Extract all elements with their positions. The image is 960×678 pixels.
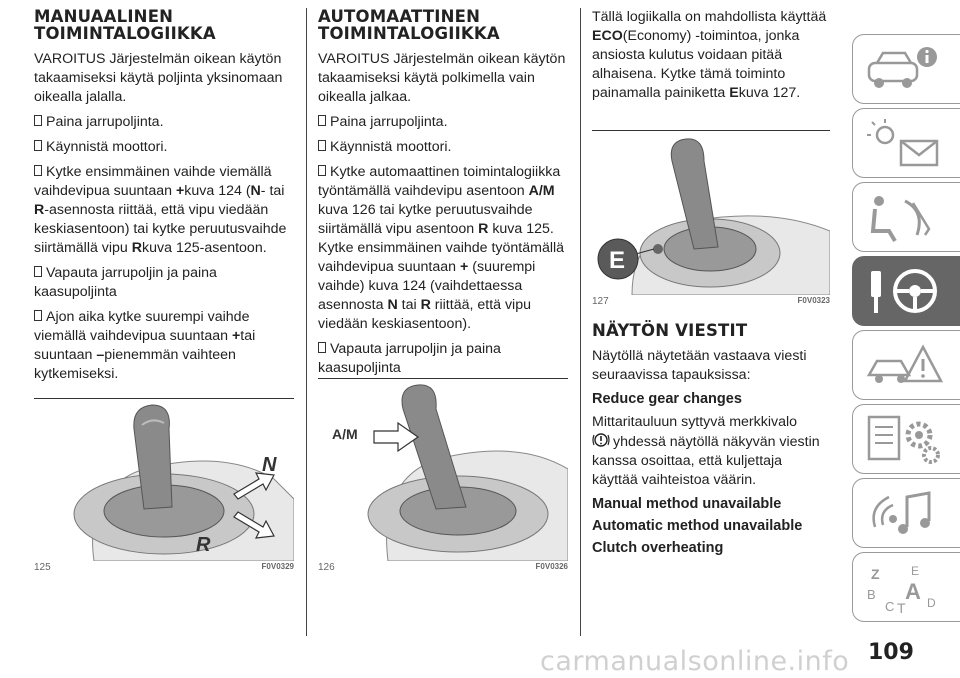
step-item: Käynnistä moottori. <box>34 138 294 157</box>
message-reduce-gear-changes: Reduce gear changes <box>592 391 742 407</box>
key-steering-wheel-icon <box>865 265 945 319</box>
checkbox-icon <box>318 140 326 151</box>
figure-code: F0V0329 <box>261 562 294 571</box>
car-info-icon <box>865 43 945 97</box>
label-n: N <box>262 454 277 476</box>
checkbox-icon <box>34 266 42 277</box>
figure-caption <box>318 562 568 576</box>
figure-127 <box>592 130 830 310</box>
checkbox-icon <box>34 140 42 151</box>
figure-125 <box>34 398 294 576</box>
eco-button-illustration <box>592 131 830 295</box>
svg-text:Z: Z <box>871 566 880 582</box>
figure-code: F0V0323 <box>797 296 830 305</box>
step-item: Kytke ensimmäinen vaihde viemällä vaihdevipua suuntaan +kuva 124 (N- tai R-asennosta riittää, että vipu viedään keskiasentoon) tai kytke peruutusvaihde siirtämällä vipu Rkuva 125-asentoon. <box>34 164 287 256</box>
warning-light-text: Mittaritauluun syttyvä merkkivalo yhdessä näytöllä näkyvän viestin kanssa osoittaa, että kuljettaja käyttää vaihteistoa väärin. <box>592 414 820 488</box>
eco-intro: Tällä logiikalla on mahdollista käyttää ECO(Economy) -toimintoa, jonka ansiosta kulutus voidaan pitää alhaisena. Kytke tämä toiminto painamalla painiketta Ekuva 127. <box>592 9 827 101</box>
step-item: Vapauta jarrupoljin ja paina kaasupoljinta <box>318 341 501 376</box>
step-item: Paina jarrupoljinta. <box>318 113 568 132</box>
column-manual-logic <box>34 8 294 390</box>
step-item: Vapauta jarrupoljin ja paina kaasupoljinta <box>34 265 217 300</box>
label-r: R <box>196 534 211 556</box>
message-manual-unavailable: Manual method unavailable <box>592 496 782 512</box>
svg-text:T: T <box>897 600 906 615</box>
message-clutch-overheating: Clutch overheating <box>592 540 724 556</box>
heading-display-messages: NÄYTÖN VIESTIT <box>592 321 748 340</box>
column-eco-and-messages <box>592 8 830 109</box>
checkbox-icon <box>318 342 326 353</box>
tab-safety[interactable] <box>852 182 960 252</box>
svg-text:E: E <box>911 564 920 578</box>
tab-warning-lights[interactable] <box>852 108 960 178</box>
tab-maintenance[interactable] <box>852 404 960 474</box>
warning-lights-icon <box>865 117 945 171</box>
warning-light-icon <box>592 432 610 448</box>
messages-intro: Näytöllä näytetään vastaava viesti seuraavissa tapauksissa: <box>592 348 807 383</box>
gear-lever-illustration <box>34 399 294 561</box>
figure-number: 125 <box>34 562 51 573</box>
service-gears-icon <box>865 413 945 467</box>
warning-text: VAROITUS Järjestelmän oikean käytön takaamiseksi käytä polkimella vain oikealla jalkaa. <box>318 51 566 105</box>
svg-text:A: A <box>905 579 921 604</box>
column-divider <box>580 8 581 636</box>
step-item: Käynnistä moottori. <box>318 138 568 157</box>
crash-warning-icon <box>865 339 945 393</box>
heading-manual-logic: MANUAALINEN TOIMINTALOGIIKKA <box>34 7 216 43</box>
alphabetic-index-icon <box>865 561 945 615</box>
tab-index[interactable] <box>852 552 960 622</box>
tab-emergency[interactable] <box>852 330 960 400</box>
checkbox-icon <box>318 165 326 176</box>
page-number: 109 <box>868 640 914 665</box>
label-am: A/M <box>332 426 358 442</box>
tab-starting-driving[interactable] <box>852 256 960 326</box>
svg-text:B: B <box>867 587 876 602</box>
figure-caption <box>592 296 830 310</box>
gear-lever-am-illustration <box>318 379 568 561</box>
step-item: Ajon aika kytke suurempi vaihde viemällä vaihdevipua suuntaan +tai suuntaan –pienemmän vaihteen kytkemiseksi. <box>34 309 256 382</box>
column-automatic-logic <box>318 8 568 384</box>
column-divider <box>306 8 307 636</box>
warning-text: VAROITUS Järjestelmän oikean käytön takaamiseksi käytä poljinta yksinomaan oikealla jalalla. <box>34 51 283 105</box>
messages-section <box>592 322 830 562</box>
figure-number: 126 <box>318 562 335 573</box>
checkbox-icon <box>34 115 42 126</box>
watermark: carmanualsonline.info <box>540 646 850 677</box>
figure-code: F0V0326 <box>535 562 568 571</box>
label-e: E <box>609 247 626 274</box>
checkbox-icon <box>34 310 42 321</box>
tab-multimedia[interactable] <box>852 478 960 548</box>
seat-airbag-icon <box>865 191 945 245</box>
figure-126 <box>318 378 568 576</box>
heading-automatic-logic: AUTOMAATTINEN TOIMINTALOGIIKKA <box>318 7 500 43</box>
step-item: Paina jarrupoljinta. <box>34 113 294 132</box>
checkbox-icon <box>34 165 42 176</box>
message-automatic-unavailable: Automatic method unavailable <box>592 518 803 534</box>
svg-text:C: C <box>885 599 895 614</box>
figure-caption <box>34 562 294 576</box>
step-item: Kytke automaattinen toimintalogiikka työntämällä vaihdevipu asentoon A/M kuva 126 tai kytke peruutusvaihde siirtämällä vipu asentoon R kuva 125. Kytke ensimmäinen vaihde työntämällä vaihdevipua suuntaan + (suurempi vaihde) kuva 124 (vaihdettaessa asennosta N tai R riittää, että vipu viedään keskiasentoon). <box>318 164 565 332</box>
figure-number: 127 <box>592 296 609 307</box>
svg-text:D: D <box>927 596 936 610</box>
tab-car-info[interactable] <box>852 34 960 104</box>
multimedia-icon <box>865 487 945 541</box>
checkbox-icon <box>318 115 326 126</box>
